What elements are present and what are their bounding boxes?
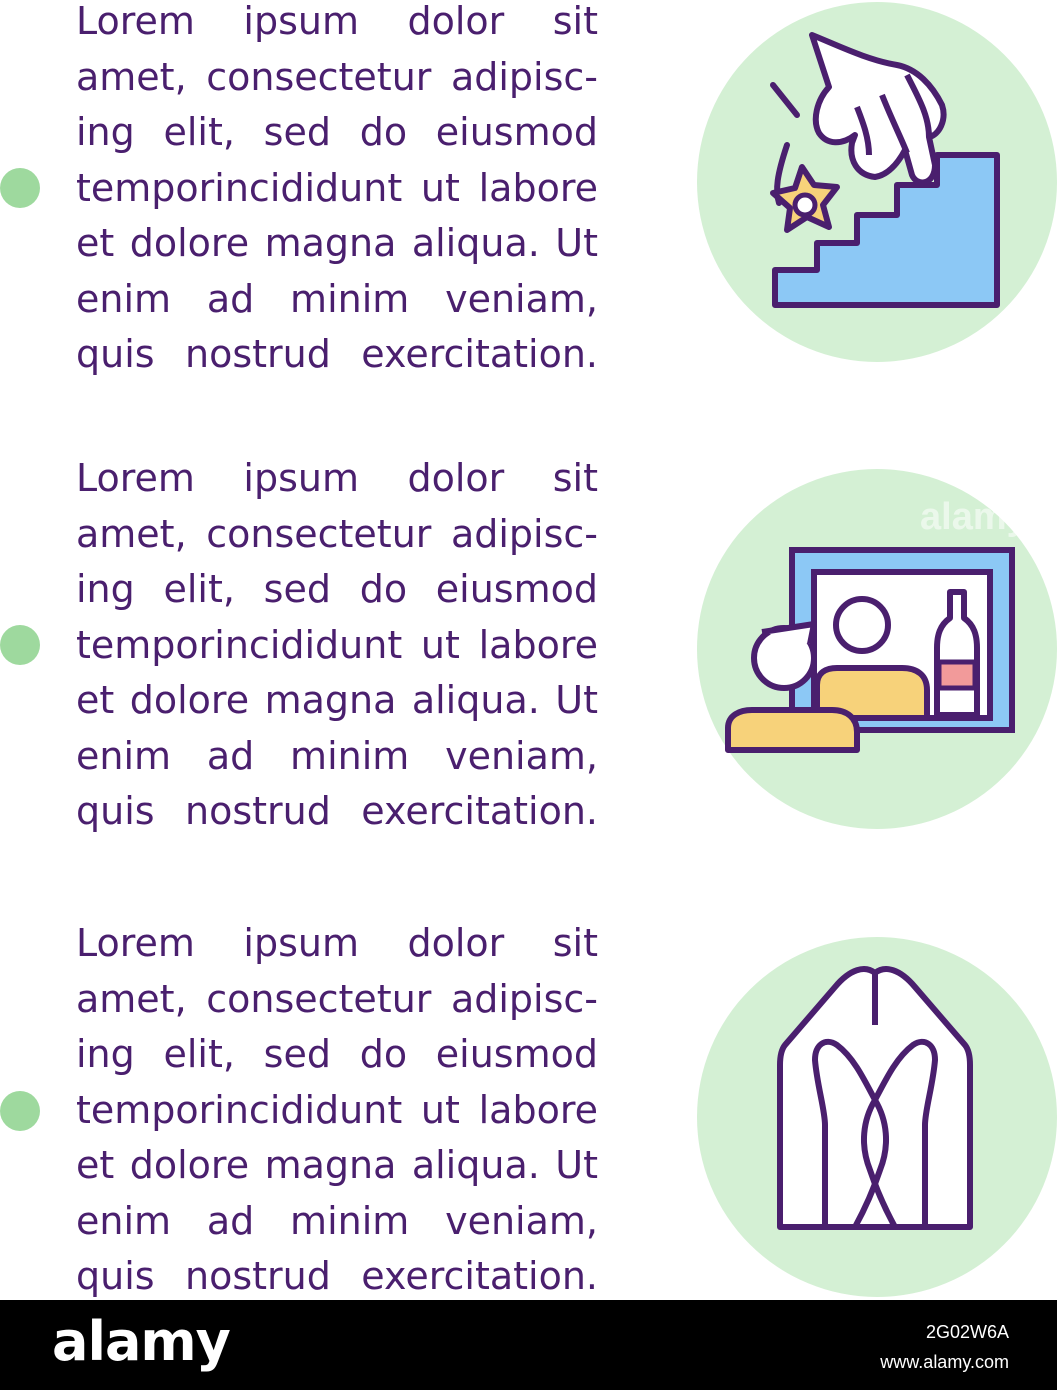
text-line: Lorem ipsum dolor sit — [76, 456, 598, 500]
text-line: temporincididunt ut labore — [76, 1087, 598, 1132]
paragraph-1 — [76, 0, 598, 383]
text-line: Lorem ipsum dolor sit — [76, 921, 598, 965]
text-line: Lorem ipsum dolor sit — [76, 0, 598, 43]
bullet-dot — [0, 168, 40, 208]
bullet-dot — [0, 1091, 40, 1131]
watermark: alamy — [920, 496, 1028, 538]
text-line: temporincididunt ut labore — [76, 622, 598, 667]
text-line: ing elit, sed do eiusmod — [76, 1032, 598, 1076]
text-line: et dolore magna aliqua. Ut — [76, 221, 598, 265]
text-line: ing elit, sed do eiusmod — [76, 110, 598, 154]
text-line: quis nostrud exercitation. — [76, 789, 598, 833]
text-line: amet, consectetur adipisc- — [76, 54, 598, 99]
bullet-dot — [0, 625, 40, 665]
praying-hands-icon — [775, 965, 980, 1237]
person-facing-screen-with-bottle-icon — [722, 540, 1022, 760]
text-line: amet, consectetur adipisc- — [76, 976, 598, 1021]
text-line: temporincididunt ut labore — [76, 165, 598, 210]
hand-placing-star-on-stairs-icon — [757, 25, 1007, 315]
text-line: amet, consectetur adipisc- — [76, 511, 598, 556]
text-line: quis nostrud exercitation. — [76, 332, 598, 376]
text-line: quis nostrud exercitation. — [76, 1254, 598, 1298]
text-line: et dolore magna aliqua. Ut — [76, 1143, 598, 1187]
site-url: www.alamy.com — [880, 1352, 1009, 1372]
text-line: enim ad minim veniam, — [76, 276, 598, 321]
text-line: enim ad minim veniam, — [76, 1198, 598, 1243]
paragraph-2 — [76, 451, 598, 840]
text-line: enim ad minim veniam, — [76, 733, 598, 778]
image-id: 2G02W6A — [925, 1322, 1009, 1342]
alamy-logo: alamy — [52, 1310, 230, 1373]
text-line: et dolore magna aliqua. Ut — [76, 678, 598, 722]
paragraph-3 — [76, 916, 598, 1305]
text-line: ing elit, sed do eiusmod — [76, 567, 598, 611]
